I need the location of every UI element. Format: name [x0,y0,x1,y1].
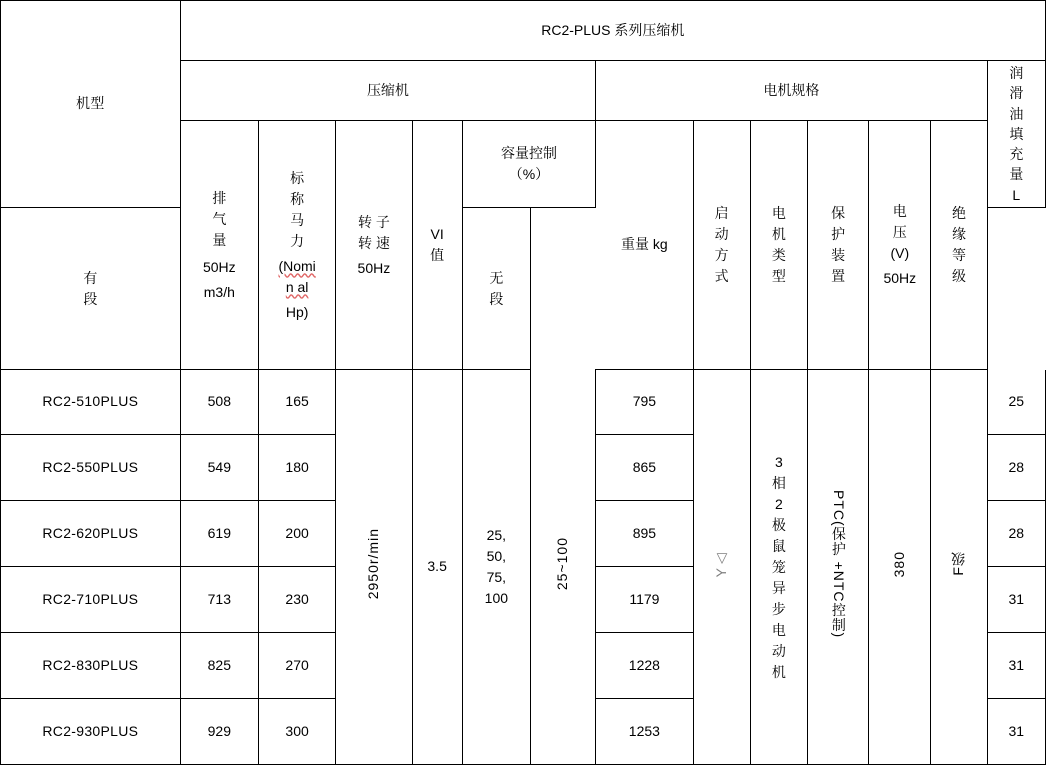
header-protection-char-2: 护 [831,226,846,243]
cell-lubricant-volume: 28 [987,501,1045,567]
header-lubricant-char-1: 润 [1009,65,1024,81]
header-motor-type-char-1: 电 [771,205,786,222]
cell-weight: 865 [596,435,693,501]
cell-motor-type-char-11: 机 [771,663,786,680]
header-lubricant-volume [987,61,1045,208]
header-capacity-control [462,121,595,208]
header-nominal-hp-note-2: n al [285,278,309,295]
cell-voltage-value: 380 [890,550,907,577]
cell-lubricant-volume: 31 [987,699,1045,765]
cell-displacement: 929 [180,699,258,765]
cell-motor-type [750,370,807,765]
header-weight: 重量 kg [596,121,693,370]
table-row-title [1,1,1046,61]
cell-weight: 795 [596,370,693,435]
cell-nominal-hp: 300 [258,699,335,765]
header-lubricant-char-4: 填 [1009,125,1024,142]
cell-displacement: 619 [180,501,258,567]
header-start-mode-char-1: 启 [714,205,729,222]
header-displacement-unit-hz: 50Hz [202,258,236,275]
header-vi-line-2: 值 [430,247,445,264]
header-lubricant-char-7: L [1012,186,1021,203]
header-insulation-char-3: 等 [952,247,967,264]
header-displacement-char-1: 排 [212,189,227,206]
cell-nominal-hp: 165 [258,370,335,435]
cell-nominal-hp: 200 [258,501,335,567]
header-voltage-char-1: 电 [892,203,907,220]
cell-motor-type-char-8: 步 [771,600,786,617]
header-nominal-hp-char-3: 马 [290,211,305,228]
table-title: RC2-PLUS 系列压缩机 [180,1,1045,61]
header-nominal-hp-note-3: Hp) [285,303,309,320]
cell-motor-type-char-7: 异 [771,579,786,596]
header-displacement [180,121,258,370]
cell-stepped-line-4: 100 [484,590,509,607]
header-nominal-hp-char-1: 标 [290,169,305,186]
header-capacity-control-line-1: 容量控制 [500,145,557,162]
cell-weight: 1179 [596,567,693,633]
cell-nominal-hp: 270 [258,633,335,699]
header-displacement-unit-flow: m3/h [203,283,235,300]
cell-protection-value: PTC(保护 +NTC控制) [830,489,847,638]
cell-model: RC2-510PLUS [1,370,181,435]
header-capacity-control-line-2: （%） [508,166,550,183]
cell-motor-type-char-4: 极 [771,516,786,533]
header-start-mode-char-2: 动 [714,226,729,243]
header-rotor-speed [336,121,412,370]
header-nominal-hp-char-4: 力 [290,232,305,249]
cell-vi-value: 3.5 [412,370,462,765]
cell-displacement: 549 [180,435,258,501]
cell-nominal-hp: 230 [258,567,335,633]
cell-motor-type-char-10: 动 [771,642,786,659]
header-stepped-char-2: 段 [83,290,98,307]
header-stepped-char-1: 有 [83,269,98,286]
header-insulation-class [931,121,987,370]
cell-weight: 895 [596,501,693,567]
cell-start-mode-value: Y△ [712,550,729,578]
cell-voltage [869,370,931,765]
cell-lubricant-volume: 25 [987,370,1045,435]
header-model: 机型 [1,1,181,208]
header-stepless-char-2: 段 [489,290,504,307]
cell-lubricant-volume: 28 [987,435,1045,501]
header-voltage-unit-v: (V) [890,245,910,262]
header-start-mode-char-3: 方 [714,247,729,264]
header-protection-device [807,121,868,370]
header-protection-char-4: 置 [831,268,846,285]
cell-insulation-value: F级 [950,551,967,577]
header-rotor-speed-line-2: 转 速 [357,234,390,251]
cell-insulation-class [931,370,987,765]
header-group-motor: 电机规格 [596,61,987,121]
header-motor-type [750,121,807,370]
header-stepless-char-1: 无 [489,269,504,286]
header-rotor-speed-unit: 50Hz [357,259,391,276]
header-voltage-char-2: 压 [892,224,907,241]
cell-motor-type-char-1: 3 [774,453,783,470]
cell-displacement: 825 [180,633,258,699]
header-lubricant-char-3: 油 [1009,105,1024,122]
header-insulation-char-4: 级 [952,268,967,285]
header-motor-type-char-3: 类 [771,247,786,264]
cell-nominal-hp: 180 [258,435,335,501]
cell-weight: 1253 [596,699,693,765]
cell-rotor-speed-value: 2950r/min [365,528,382,600]
header-stepped [1,208,181,370]
header-rotor-speed-line-1: 转 子 [357,213,390,230]
cell-model: RC2-930PLUS [1,699,181,765]
cell-model: RC2-620PLUS [1,501,181,567]
cell-start-mode [693,370,750,765]
header-insulation-char-2: 缘 [952,226,967,243]
cell-motor-type-char-3: 2 [774,495,783,512]
cell-displacement: 713 [180,567,258,633]
header-nominal-hp-char-2: 称 [290,190,305,207]
cell-displacement: 508 [180,370,258,435]
header-protection-char-3: 装 [831,247,846,264]
header-motor-type-char-2: 机 [771,226,786,243]
header-vi-value [412,121,462,370]
cell-model: RC2-550PLUS [1,435,181,501]
header-voltage-unit-hz: 50Hz [883,270,917,287]
header-nominal-hp [258,121,335,370]
cell-stepped-line-2: 50, [486,548,507,565]
header-motor-type-char-4: 型 [771,268,786,285]
cell-motor-type-char-5: 鼠 [771,537,786,554]
header-displacement-char-3: 量 [212,231,227,248]
header-lubricant-char-2: 滑 [1009,85,1024,102]
table-row [1,370,1046,435]
header-lubricant-char-5: 充 [1009,146,1024,163]
header-start-mode [693,121,750,370]
header-group-compressor: 压缩机 [180,61,596,121]
cell-model: RC2-710PLUS [1,567,181,633]
cell-rotor-speed [336,370,412,765]
cell-protection-device [807,370,868,765]
header-lubricant-char-6: 量 [1009,166,1024,183]
header-nominal-hp-note-1: (Nomi [278,257,316,274]
header-displacement-char-2: 气 [212,210,227,227]
header-protection-char-1: 保 [831,205,846,222]
cell-stepped-capacity [462,370,530,765]
cell-motor-type-char-9: 电 [771,621,786,638]
cell-model: RC2-830PLUS [1,633,181,699]
header-stepless [462,208,530,370]
header-start-mode-char-4: 式 [714,268,729,285]
cell-motor-type-char-6: 笼 [771,558,786,575]
cell-motor-type-char-2: 相 [771,474,786,491]
cell-weight: 1228 [596,633,693,699]
header-voltage [869,121,931,370]
header-vi-line-1: VI [430,226,444,243]
cell-stepped-line-3: 75, [486,569,507,586]
cell-stepped-line-1: 25, [486,527,507,544]
cell-lubricant-volume: 31 [987,633,1045,699]
cell-stepless-value: 25~100 [554,536,571,591]
cell-lubricant-volume: 31 [987,567,1045,633]
cell-stepless-capacity [530,370,595,765]
header-insulation-char-1: 绝 [952,205,967,222]
